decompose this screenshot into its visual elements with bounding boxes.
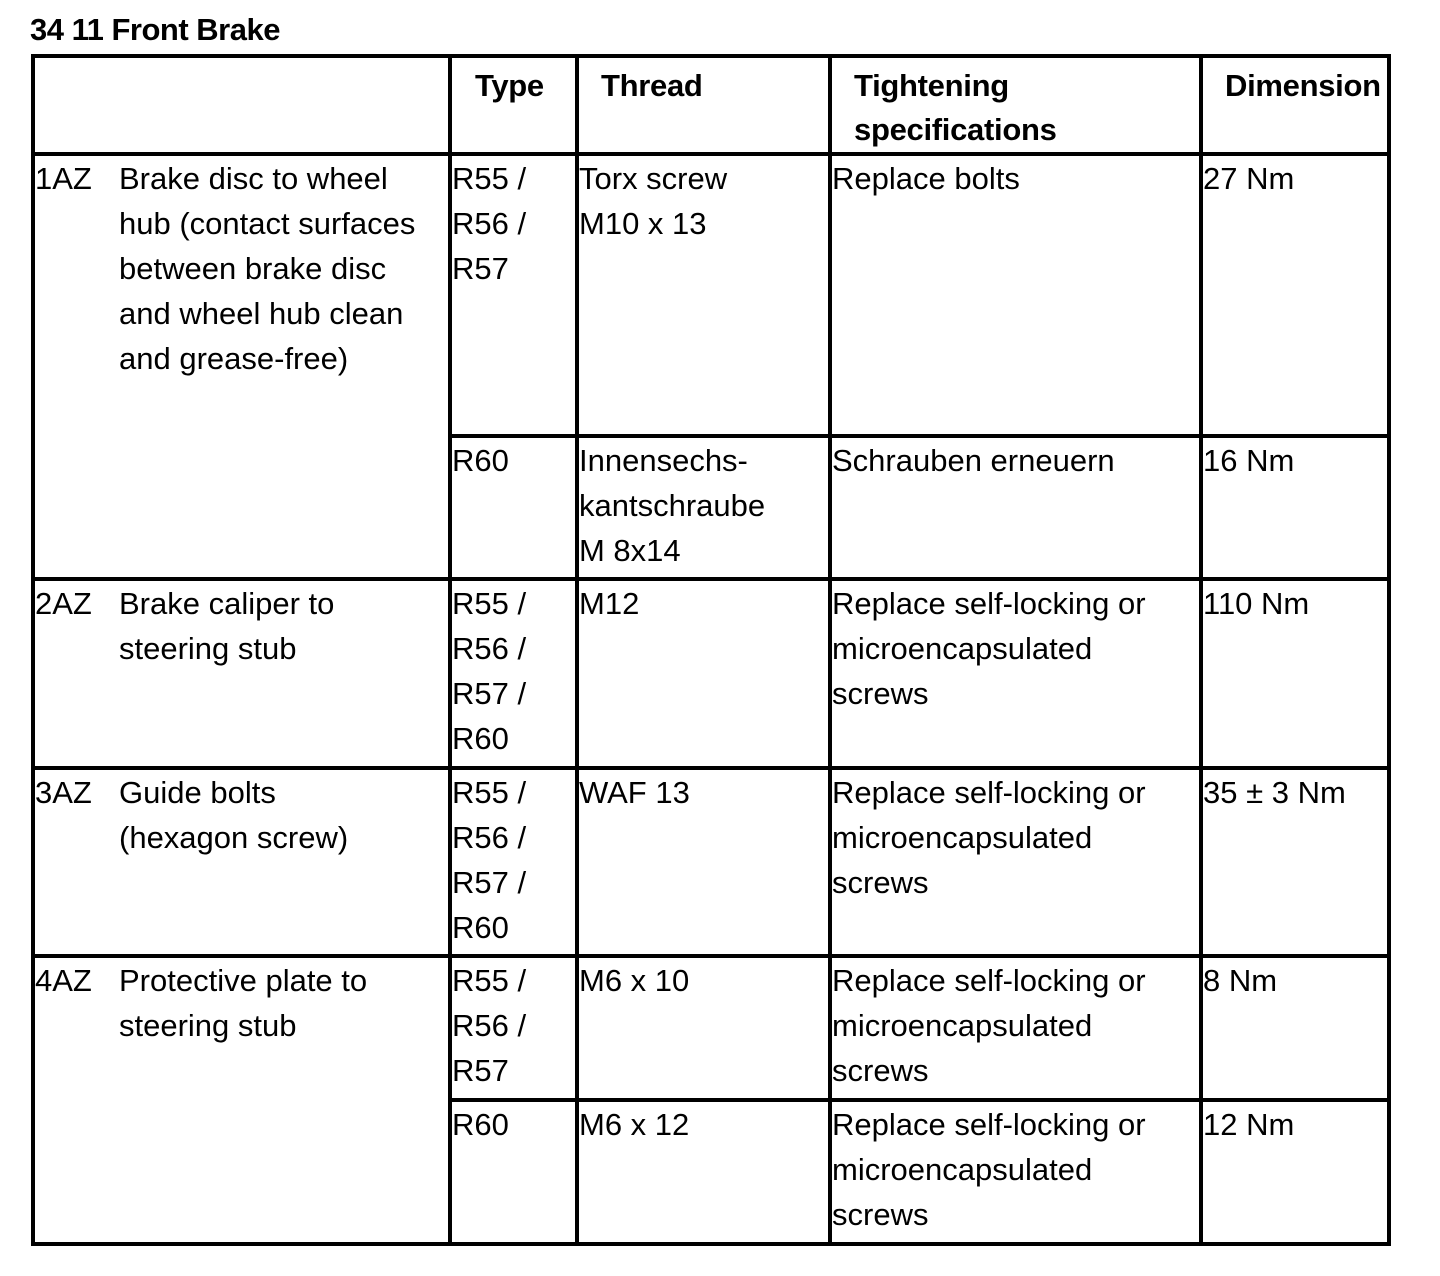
type-cell: R55 / R56 / R57	[450, 956, 577, 1100]
tightening-cell: Replace self-locking or microencapsulated screws	[830, 768, 1201, 956]
thread-cell: Torx screw M10 x 13	[577, 154, 830, 436]
type-cell: R55 / R56 / R57 / R60	[450, 768, 577, 956]
table-row	[33, 154, 1389, 436]
dimension-cell: 12 Nm	[1201, 1100, 1389, 1244]
position-description: Protective plate to steering stub	[119, 963, 368, 1043]
thread-cell: M6 x 10	[577, 956, 830, 1100]
dimension-cell: 16 Nm	[1201, 436, 1389, 579]
position-description: Brake disc to wheel hub (contact surfaces between brake disc and wheel hub clean and grease-free)	[119, 161, 416, 376]
thread-cell: Innensechs-kantschraube M 8x14	[577, 436, 830, 579]
thread-cell: M12	[577, 579, 830, 768]
position-cell	[33, 956, 450, 1244]
dimension-cell: 110 Nm	[1201, 579, 1389, 768]
position-id: 4AZ	[35, 963, 92, 998]
page-title: 34 11 Front Brake	[30, 12, 280, 47]
tightening-cell: Replace self-locking or microencapsulated screws	[830, 956, 1201, 1100]
tightening-cell: Replace self-locking or microencapsulated screws	[830, 1100, 1201, 1244]
position-id: 3AZ	[35, 775, 92, 810]
header-position	[33, 56, 450, 154]
position-description: Brake caliper to steering stub	[119, 586, 335, 666]
dimension-cell: 27 Nm	[1201, 154, 1389, 436]
table-row	[33, 579, 1389, 768]
tightening-cell: Schrauben erneuern	[830, 436, 1201, 579]
header-tightening: Tightening specifications	[830, 56, 1201, 154]
dimension-cell: 35 ± 3 Nm	[1201, 768, 1389, 956]
header-dimension: Dimension	[1201, 56, 1389, 154]
type-cell: R55 / R56 / R57 / R60	[450, 579, 577, 768]
type-cell: R60	[450, 1100, 577, 1244]
header-type: Type	[450, 56, 577, 154]
thread-cell: M6 x 12	[577, 1100, 830, 1244]
torque-spec-table	[31, 54, 1391, 1246]
header-row	[33, 56, 1389, 154]
tightening-cell: Replace self-locking or microencapsulated screws	[830, 579, 1201, 768]
position-description: Guide bolts (hexagon screw)	[119, 775, 349, 855]
position-cell	[33, 579, 450, 768]
type-cell: R60	[450, 436, 577, 579]
position-id: 2AZ	[35, 586, 92, 621]
position-cell	[33, 768, 450, 956]
type-cell: R55 / R56 / R57	[450, 154, 577, 436]
position-cell	[33, 154, 450, 579]
thread-cell: WAF 13	[577, 768, 830, 956]
table-row	[33, 768, 1389, 956]
position-id: 1AZ	[35, 161, 92, 196]
header-thread: Thread	[577, 56, 830, 154]
dimension-cell: 8 Nm	[1201, 956, 1389, 1100]
tightening-cell: Replace bolts	[830, 154, 1201, 436]
table-row	[33, 956, 1389, 1100]
